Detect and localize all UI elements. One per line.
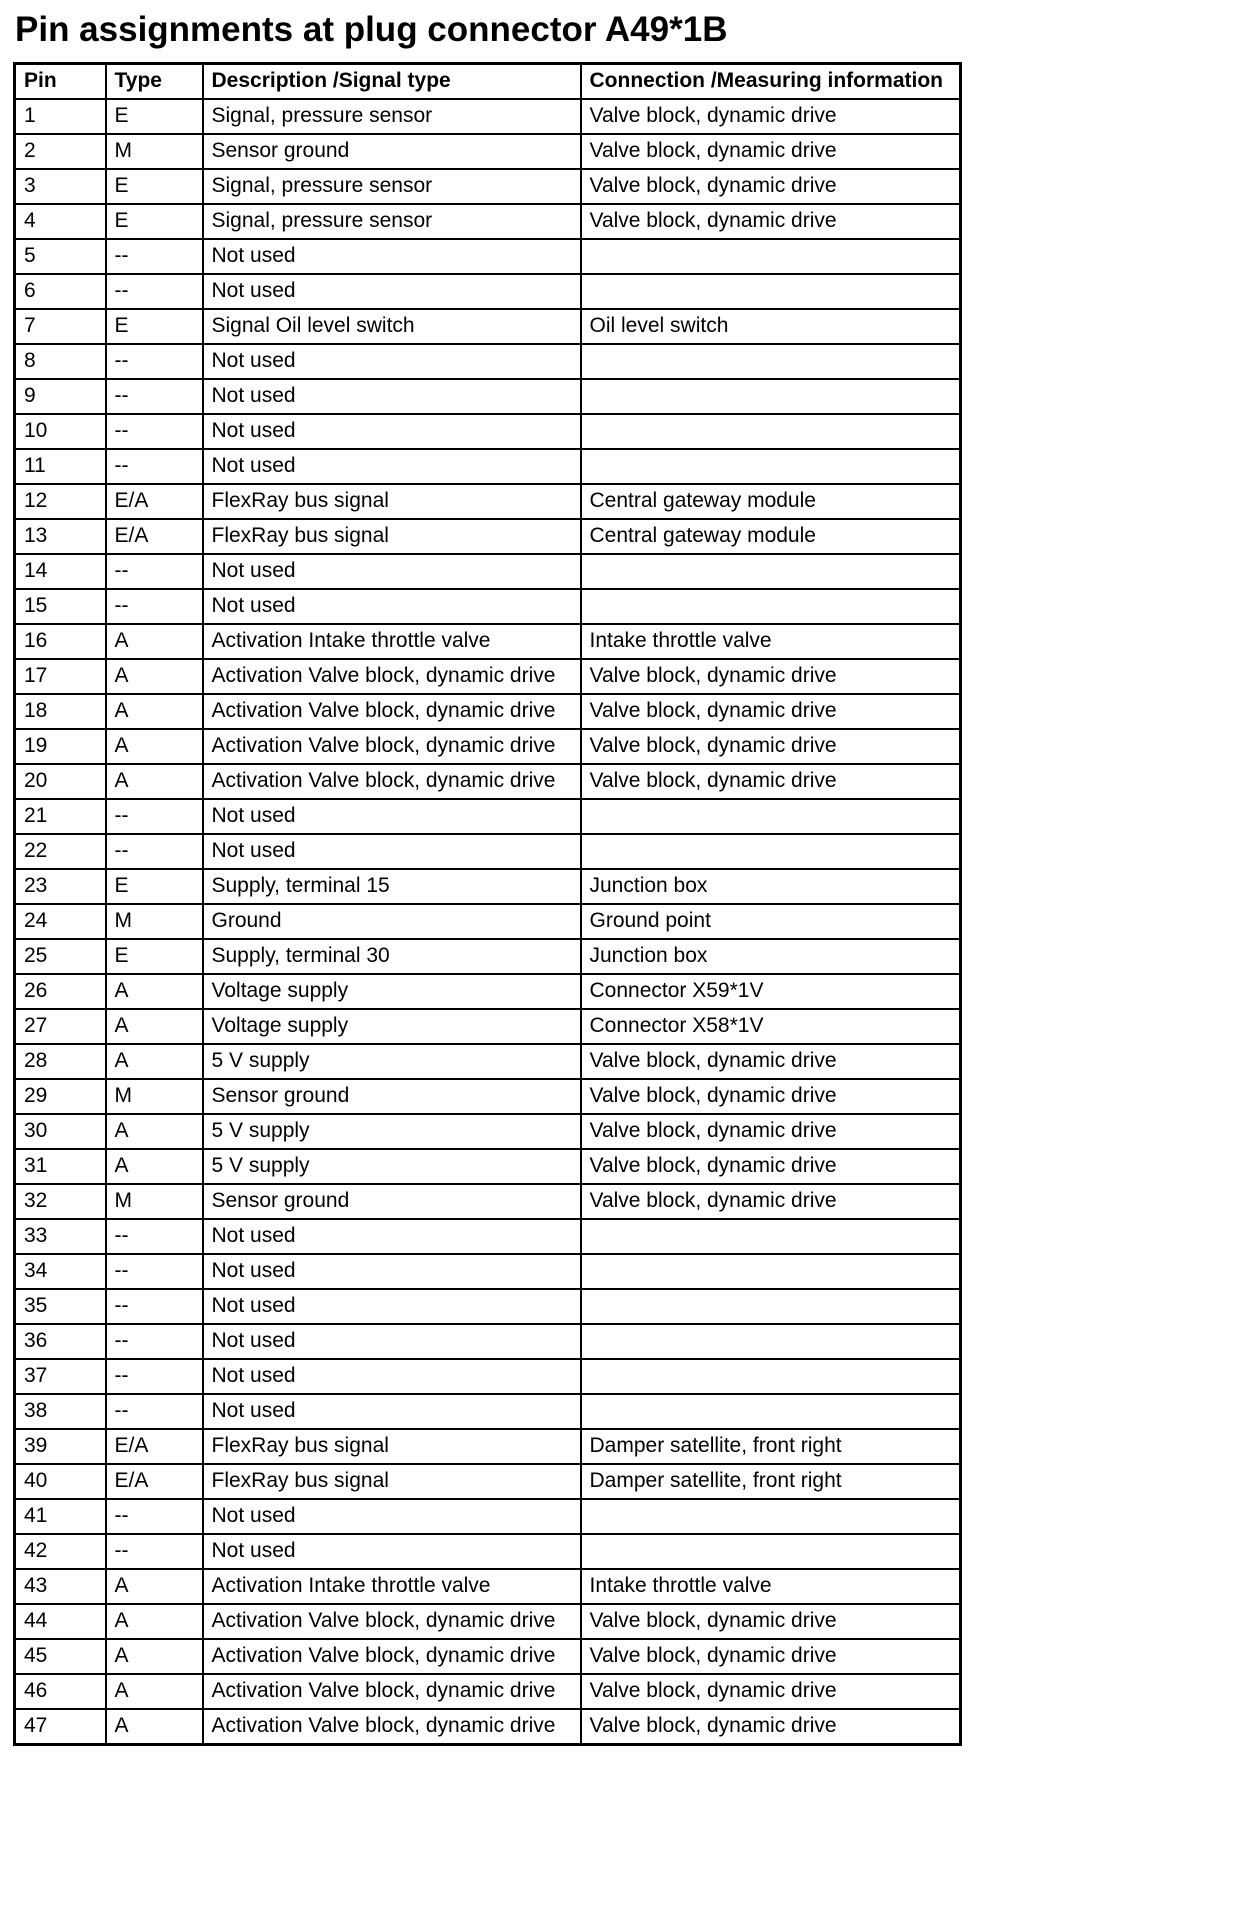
cell-connection [581,1254,961,1289]
cell-type: E [106,309,203,344]
cell-connection [581,274,961,309]
cell-connection [581,379,961,414]
cell-type: -- [106,449,203,484]
cell-type: E/A [106,519,203,554]
table-row [15,1604,961,1639]
cell-pin: 37 [15,1359,106,1394]
cell-type: -- [106,379,203,414]
table-row [15,624,961,659]
cell-pin: 1 [15,99,106,134]
cell-type: -- [106,1219,203,1254]
cell-pin: 16 [15,624,106,659]
cell-connection: Damper satellite, front right [581,1464,961,1499]
cell-connection [581,1394,961,1429]
cell-connection: Valve block, dynamic drive [581,134,961,169]
cell-description: FlexRay bus signal [203,484,581,519]
table-row [15,204,961,239]
table-row [15,1149,961,1184]
table-row [15,694,961,729]
cell-description: Not used [203,379,581,414]
cell-description: 5 V supply [203,1114,581,1149]
cell-pin: 19 [15,729,106,764]
cell-connection: Valve block, dynamic drive [581,204,961,239]
table-header-row [15,64,961,100]
cell-type: E [106,939,203,974]
cell-description: Activation Valve block, dynamic drive [203,1674,581,1709]
cell-pin: 21 [15,799,106,834]
cell-description: Activation Valve block, dynamic drive [203,1639,581,1674]
cell-type: -- [106,414,203,449]
cell-connection: Valve block, dynamic drive [581,1639,961,1674]
cell-description: Activation Valve block, dynamic drive [203,659,581,694]
cell-connection: Valve block, dynamic drive [581,764,961,799]
cell-description: Voltage supply [203,974,581,1009]
cell-description: Not used [203,1254,581,1289]
cell-pin: 43 [15,1569,106,1604]
cell-type: A [106,1114,203,1149]
cell-pin: 32 [15,1184,106,1219]
cell-description: Supply, terminal 15 [203,869,581,904]
cell-type: E [106,204,203,239]
cell-pin: 3 [15,169,106,204]
cell-description: Signal Oil level switch [203,309,581,344]
cell-pin: 12 [15,484,106,519]
cell-pin: 44 [15,1604,106,1639]
cell-pin: 42 [15,1534,106,1569]
cell-description: Not used [203,1219,581,1254]
cell-description: 5 V supply [203,1149,581,1184]
cell-connection: Valve block, dynamic drive [581,1079,961,1114]
cell-pin: 17 [15,659,106,694]
table-row [15,1534,961,1569]
cell-description: Not used [203,449,581,484]
cell-pin: 14 [15,554,106,589]
cell-pin: 11 [15,449,106,484]
cell-connection: Connector X59*1V [581,974,961,1009]
cell-description: Signal, pressure sensor [203,169,581,204]
cell-type: E/A [106,1429,203,1464]
cell-type: M [106,1079,203,1114]
table-row [15,1044,961,1079]
cell-type: -- [106,274,203,309]
cell-type: A [106,1009,203,1044]
page-title: Pin assignments at plug connector A49*1B [15,10,728,49]
cell-connection [581,589,961,624]
cell-type: -- [106,1359,203,1394]
table-row [15,1184,961,1219]
table-row [15,344,961,379]
cell-description: FlexRay bus signal [203,1464,581,1499]
table-row [15,939,961,974]
cell-type: -- [106,1394,203,1429]
table-row [15,1254,961,1289]
table-row [15,309,961,344]
table-row [15,974,961,1009]
table-row [15,1114,961,1149]
pin-assignment-table [13,62,962,1746]
cell-type: -- [106,1254,203,1289]
column-header-type: Type [106,64,203,100]
cell-connection: Valve block, dynamic drive [581,1709,961,1745]
cell-description: Supply, terminal 30 [203,939,581,974]
cell-connection [581,1534,961,1569]
table-row [15,1499,961,1534]
cell-pin: 31 [15,1149,106,1184]
cell-description: Not used [203,344,581,379]
table-row [15,659,961,694]
table-row [15,764,961,799]
cell-pin: 40 [15,1464,106,1499]
cell-pin: 23 [15,869,106,904]
table-row [15,414,961,449]
cell-description: Sensor ground [203,1184,581,1219]
table-row [15,239,961,274]
cell-connection [581,1219,961,1254]
cell-pin: 35 [15,1289,106,1324]
cell-pin: 7 [15,309,106,344]
table-row [15,834,961,869]
cell-description: Not used [203,1324,581,1359]
cell-pin: 24 [15,904,106,939]
cell-connection [581,344,961,379]
pin-table-body [15,99,961,1745]
cell-connection: Valve block, dynamic drive [581,659,961,694]
cell-type: E/A [106,484,203,519]
cell-type: M [106,134,203,169]
table-row [15,729,961,764]
cell-description: Not used [203,1394,581,1429]
table-row [15,1324,961,1359]
cell-connection: Ground point [581,904,961,939]
table-row [15,1429,961,1464]
table-row [15,904,961,939]
cell-pin: 29 [15,1079,106,1114]
cell-connection: Intake throttle valve [581,1569,961,1604]
cell-type: -- [106,1499,203,1534]
cell-description: Not used [203,414,581,449]
cell-pin: 34 [15,1254,106,1289]
cell-type: -- [106,1324,203,1359]
cell-type: A [106,1709,203,1745]
cell-pin: 15 [15,589,106,624]
cell-type: -- [106,834,203,869]
table-row [15,484,961,519]
cell-description: Signal, pressure sensor [203,204,581,239]
cell-connection: Valve block, dynamic drive [581,1604,961,1639]
cell-connection: Central gateway module [581,484,961,519]
cell-pin: 18 [15,694,106,729]
cell-type: -- [106,554,203,589]
table-row [15,169,961,204]
cell-description: 5 V supply [203,1044,581,1079]
cell-connection: Valve block, dynamic drive [581,99,961,134]
column-header-description: Description /Signal type [203,64,581,100]
cell-connection: Oil level switch [581,309,961,344]
cell-connection [581,239,961,274]
table-row [15,1394,961,1429]
cell-description: FlexRay bus signal [203,519,581,554]
cell-description: Sensor ground [203,1079,581,1114]
table-row [15,1569,961,1604]
table-row [15,1639,961,1674]
table-row [15,869,961,904]
cell-pin: 45 [15,1639,106,1674]
cell-connection: Valve block, dynamic drive [581,1184,961,1219]
cell-pin: 2 [15,134,106,169]
table-row [15,1219,961,1254]
cell-pin: 8 [15,344,106,379]
cell-description: Activation Valve block, dynamic drive [203,764,581,799]
cell-pin: 46 [15,1674,106,1709]
table-row [15,799,961,834]
table-row [15,379,961,414]
cell-pin: 22 [15,834,106,869]
cell-type: A [106,1044,203,1079]
cell-description: Ground [203,904,581,939]
cell-connection [581,1499,961,1534]
cell-pin: 47 [15,1709,106,1745]
cell-connection: Connector X58*1V [581,1009,961,1044]
cell-type: A [106,659,203,694]
cell-description: Activation Valve block, dynamic drive [203,1709,581,1745]
cell-type: A [106,764,203,799]
cell-connection [581,1289,961,1324]
cell-type: A [106,1604,203,1639]
cell-connection: Junction box [581,869,961,904]
table-row [15,1359,961,1394]
column-header-pin: Pin [15,64,106,100]
cell-pin: 33 [15,1219,106,1254]
cell-connection: Valve block, dynamic drive [581,1114,961,1149]
cell-pin: 6 [15,274,106,309]
cell-pin: 36 [15,1324,106,1359]
cell-description: Not used [203,1534,581,1569]
cell-description: Not used [203,274,581,309]
cell-type: A [106,974,203,1009]
cell-type: M [106,1184,203,1219]
cell-type: -- [106,1289,203,1324]
cell-type: A [106,1639,203,1674]
table-row [15,99,961,134]
column-header-connection: Connection /Measuring information [581,64,961,100]
cell-description: Signal, pressure sensor [203,99,581,134]
cell-connection [581,834,961,869]
cell-description: Not used [203,1359,581,1394]
cell-pin: 10 [15,414,106,449]
cell-type: A [106,729,203,764]
cell-description: Not used [203,554,581,589]
cell-connection [581,449,961,484]
cell-type: A [106,694,203,729]
cell-connection: Valve block, dynamic drive [581,1149,961,1184]
cell-description: Not used [203,834,581,869]
cell-connection: Valve block, dynamic drive [581,729,961,764]
cell-connection: Valve block, dynamic drive [581,1044,961,1079]
cell-pin: 26 [15,974,106,1009]
cell-connection: Intake throttle valve [581,624,961,659]
table-row [15,1464,961,1499]
cell-description: Not used [203,1499,581,1534]
table-row [15,1709,961,1745]
cell-connection [581,799,961,834]
table-row [15,274,961,309]
cell-connection: Junction box [581,939,961,974]
cell-connection [581,1324,961,1359]
table-row [15,1079,961,1114]
cell-connection: Central gateway module [581,519,961,554]
cell-pin: 38 [15,1394,106,1429]
cell-description: Activation Valve block, dynamic drive [203,729,581,764]
table-row [15,1674,961,1709]
cell-connection: Damper satellite, front right [581,1429,961,1464]
cell-connection [581,554,961,589]
cell-type: -- [106,799,203,834]
cell-pin: 5 [15,239,106,274]
cell-pin: 30 [15,1114,106,1149]
cell-description: Activation Intake throttle valve [203,1569,581,1604]
cell-type: E [106,169,203,204]
cell-type: -- [106,589,203,624]
cell-type: E/A [106,1464,203,1499]
cell-description: Activation Intake throttle valve [203,624,581,659]
table-row [15,519,961,554]
cell-pin: 25 [15,939,106,974]
cell-type: E [106,869,203,904]
cell-type: E [106,99,203,134]
cell-connection: Valve block, dynamic drive [581,694,961,729]
cell-connection: Valve block, dynamic drive [581,169,961,204]
cell-connection [581,414,961,449]
cell-type: A [106,1149,203,1184]
cell-connection [581,1359,961,1394]
cell-type: A [106,1674,203,1709]
cell-pin: 13 [15,519,106,554]
cell-description: Sensor ground [203,134,581,169]
cell-type: A [106,624,203,659]
cell-pin: 4 [15,204,106,239]
cell-type: A [106,1569,203,1604]
cell-description: FlexRay bus signal [203,1429,581,1464]
cell-type: -- [106,344,203,379]
cell-pin: 28 [15,1044,106,1079]
cell-pin: 9 [15,379,106,414]
table-row [15,1009,961,1044]
table-row [15,1289,961,1324]
table-row [15,134,961,169]
cell-description: Not used [203,1289,581,1324]
cell-description: Not used [203,799,581,834]
cell-connection: Valve block, dynamic drive [581,1674,961,1709]
table-row [15,554,961,589]
cell-description: Voltage supply [203,1009,581,1044]
table-row [15,449,961,484]
cell-description: Activation Valve block, dynamic drive [203,694,581,729]
cell-pin: 41 [15,1499,106,1534]
cell-pin: 20 [15,764,106,799]
table-row [15,589,961,624]
cell-type: -- [106,1534,203,1569]
cell-pin: 39 [15,1429,106,1464]
cell-pin: 27 [15,1009,106,1044]
cell-description: Activation Valve block, dynamic drive [203,1604,581,1639]
cell-description: Not used [203,589,581,624]
cell-description: Not used [203,239,581,274]
cell-type: M [106,904,203,939]
cell-type: -- [106,239,203,274]
